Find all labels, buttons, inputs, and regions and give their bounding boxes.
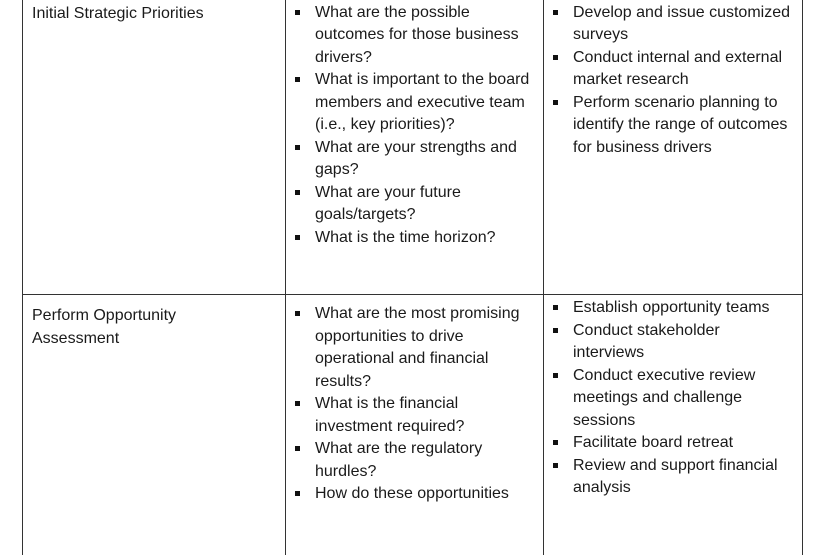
list-item: Review and support financial analysis <box>551 455 795 500</box>
actions-cell <box>543 295 803 500</box>
actions-list <box>551 0 795 159</box>
list-item: What are the most promising opportunities to drive operational and financial results? <box>293 303 535 393</box>
table-row <box>22 295 803 555</box>
list-item: How do these opportunities <box>293 483 535 506</box>
activity-cell <box>22 0 285 25</box>
activity-text: Initial Strategic Priorities <box>32 4 204 22</box>
questions-list <box>293 303 535 506</box>
questions-cell <box>285 0 543 249</box>
list-item: What are the regulatory hurdles? <box>293 438 535 483</box>
actions-cell <box>543 0 803 159</box>
list-item: What are your strengths and gaps? <box>293 137 535 182</box>
activity-cell <box>22 295 285 350</box>
list-item: Develop and issue customized surveys <box>551 2 795 47</box>
list-item: Establish opportunity teams <box>551 297 795 320</box>
list-item: Conduct stakeholder interviews <box>551 320 795 365</box>
list-item: What is the financial investment required? <box>293 393 535 438</box>
list-item: What is important to the board members and executive team (i.e., key priorities)? <box>293 69 535 137</box>
table-row <box>22 0 803 295</box>
list-item: What are your future goals/targets? <box>293 182 535 227</box>
list-item: What are the possible outcomes for those business drivers? <box>293 2 535 70</box>
cell-border <box>22 0 23 295</box>
list-item: What is the time horizon? <box>293 227 535 250</box>
list-item: Perform scenario planning to identify the range of outcomes for business drivers <box>551 92 795 160</box>
questions-list <box>293 0 535 249</box>
activity-text: Perform Opportunity Assessment <box>32 307 177 347</box>
list-item: Conduct executive review meetings and challenge sessions <box>551 365 795 433</box>
questions-cell <box>285 295 543 506</box>
list-item: Facilitate board retreat <box>551 432 795 455</box>
list-item: Conduct internal and external market research <box>551 47 795 92</box>
strategy-table <box>22 0 803 530</box>
actions-list <box>551 297 795 500</box>
